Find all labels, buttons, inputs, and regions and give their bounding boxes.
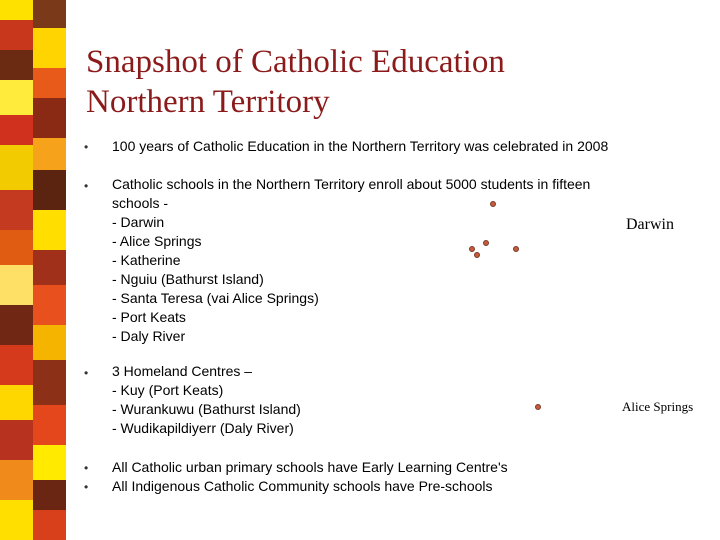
slide-title bbox=[86, 42, 606, 122]
map-marker-dot bbox=[483, 240, 489, 246]
bullet-marker: • bbox=[84, 461, 89, 475]
school-item: - Santa Teresa (vai Alice Springs) bbox=[112, 290, 319, 306]
bullet-marker: • bbox=[84, 366, 89, 380]
decorative-stripe bbox=[0, 0, 66, 540]
title-line-1: Snapshot of Catholic Education bbox=[86, 44, 505, 80]
map-label-darwin: Darwin bbox=[626, 216, 674, 233]
map-marker-dot bbox=[469, 246, 475, 252]
map-marker-dot bbox=[474, 252, 480, 258]
map-marker-dot bbox=[490, 201, 496, 207]
title-line-2: Northern Territory bbox=[86, 84, 330, 120]
school-item: - Nguiu (Bathurst Island) bbox=[112, 271, 264, 287]
bullet-marker: • bbox=[84, 140, 89, 154]
bullet-early-learning: All Catholic urban primary schools have Early Learning Centre's bbox=[112, 459, 508, 475]
schools-intro: Catholic schools in the Northern Territory enroll about 5000 students in fifteen bbox=[112, 176, 591, 192]
school-item: - Katherine bbox=[112, 252, 181, 268]
bullet-schools bbox=[112, 175, 590, 346]
bullet-anniversary: 100 years of Catholic Education in the Northern Territory was celebrated in 2008 bbox=[112, 138, 609, 154]
map-label-alice-springs: Alice Springs bbox=[622, 399, 694, 414]
homeland-item: - Kuy (Port Keats) bbox=[112, 382, 224, 398]
map-marker-dot bbox=[513, 246, 519, 252]
bullet-preschools: All Indigenous Catholic Community schools have Pre-schools bbox=[112, 478, 493, 494]
bullet-marker: • bbox=[84, 179, 89, 193]
homeland-item: - Wurankuwu (Bathurst Island) bbox=[112, 401, 301, 417]
school-item: - Darwin bbox=[112, 214, 165, 230]
schools-intro-cont: schools - bbox=[112, 195, 169, 211]
bullet-homeland bbox=[112, 362, 301, 438]
homeland-intro: 3 Homeland Centres – bbox=[112, 363, 253, 379]
school-item: - Port Keats bbox=[112, 309, 186, 325]
school-item: - Alice Springs bbox=[112, 233, 202, 249]
homeland-item: - Wudikapildiyerr (Daly River) bbox=[112, 420, 294, 436]
school-item: - Daly River bbox=[112, 328, 186, 344]
map-marker-dot bbox=[535, 404, 541, 410]
bullet-marker: • bbox=[84, 480, 89, 494]
